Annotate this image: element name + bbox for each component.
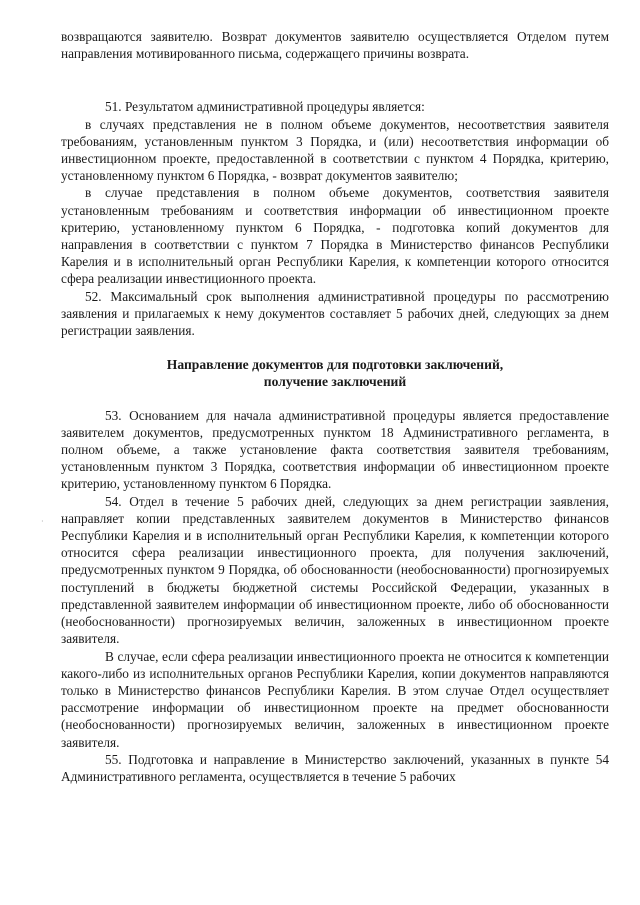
- paragraph-52: 52. Максимальный срок выполнения административной процедуры по рассмотрению заявления и прилагаемых к нему документов составляет 5 рабочих дней, следующих за днем регистрации заявления.: [61, 288, 609, 339]
- section-heading-line-1: Направление документов для подготовки заключений,: [166, 357, 504, 373]
- paragraph-51-case-2: в случае представления в полном объеме документов, соответствия заявителя установленным требованиям и соответствия информации об инвестиционном проекте критерию, установленному пунктом 6 Порядка, - подготовка копий документов для направления в соответствии с пунктом 7 Порядка в Министерство финансов Республики Карелия и в исполнительный орган Республики Карелия, к компетенции которого относится сфера реализации инвестиционного проекта.: [61, 185, 609, 287]
- paragraph-51: 51. Результатом административной процедуры является:: [105, 99, 425, 115]
- paragraph-53: 53. Основанием для начала административной процедуры является предоставление заявителем документов, предусмотренных пунктом 18 Административного регламента, в полном объеме, а также установление факта соответствия заявителя требованиям, установленным пунктом 3 Порядка, соответствия информации об инвестиционном проекте критерию, установленному пунктом 6 Порядка.: [61, 407, 609, 492]
- scan-margin-dot: ·: [41, 517, 44, 526]
- section-heading-line-2: получение заключений: [263, 374, 407, 390]
- paragraph-54: 54. Отдел в течение 5 рабочих дней, следующих за днем регистрации заявления, направляет копии представленных заявителем документов в Министерство финансов Республики Карелия и в исполнительный орган Республики Карелия, к компетенции которого относится сфера реализации инвестиционного проекта, для получения заключений, предусмотренных пунктом 9 Порядка, об обоснованности (необоснованности) прогнозируемых поступлений в бюджеты бюджетной системы Российской Федерации, указанных в представленной заявителем информации об инвестиционном проекте, либо об обоснованности (необоснованности) прогнозируемых величин, заложенных в инвестиционном проекте заявителя.: [61, 493, 609, 647]
- paragraph-51-case-1: в случаях представления не в полном объеме документов, несоответствия заявителя требованиям, установленным пунктом 3 Порядка, и (или) несоответствия информации об инвестиционном проекте, предоставленной в соответствии с пунктом 4 Порядка, критерию, установленному пунктом 6 Порядка, - возврат документов заявителю;: [61, 116, 609, 184]
- paragraph-continuation: возвращаются заявителю. Возврат документов заявителю осуществляется Отделом путем направления мотивированного письма, содержащего причины возврата.: [61, 29, 609, 62]
- section-heading: [61, 356, 609, 390]
- paragraph-55: 55. Подготовка и направление в Министерство заключений, указанных в пункте 54 Административного регламента, осуществляется в течение 5 рабочих: [61, 751, 609, 784]
- paragraph-54-exception: В случае, если сфера реализации инвестиционного проекта не относится к компетенции какого-либо из исполнительных органов Республики Карелия, копии документов направляются только в Министерство финансов Республики Карелия. В этом случае Отдел осуществляет рассмотрение информации об инвестиционном проекте на предмет обоснованности (необоснованности) прогнозируемых величин, заложенных в инвестиционном проекте заявителя.: [61, 648, 609, 750]
